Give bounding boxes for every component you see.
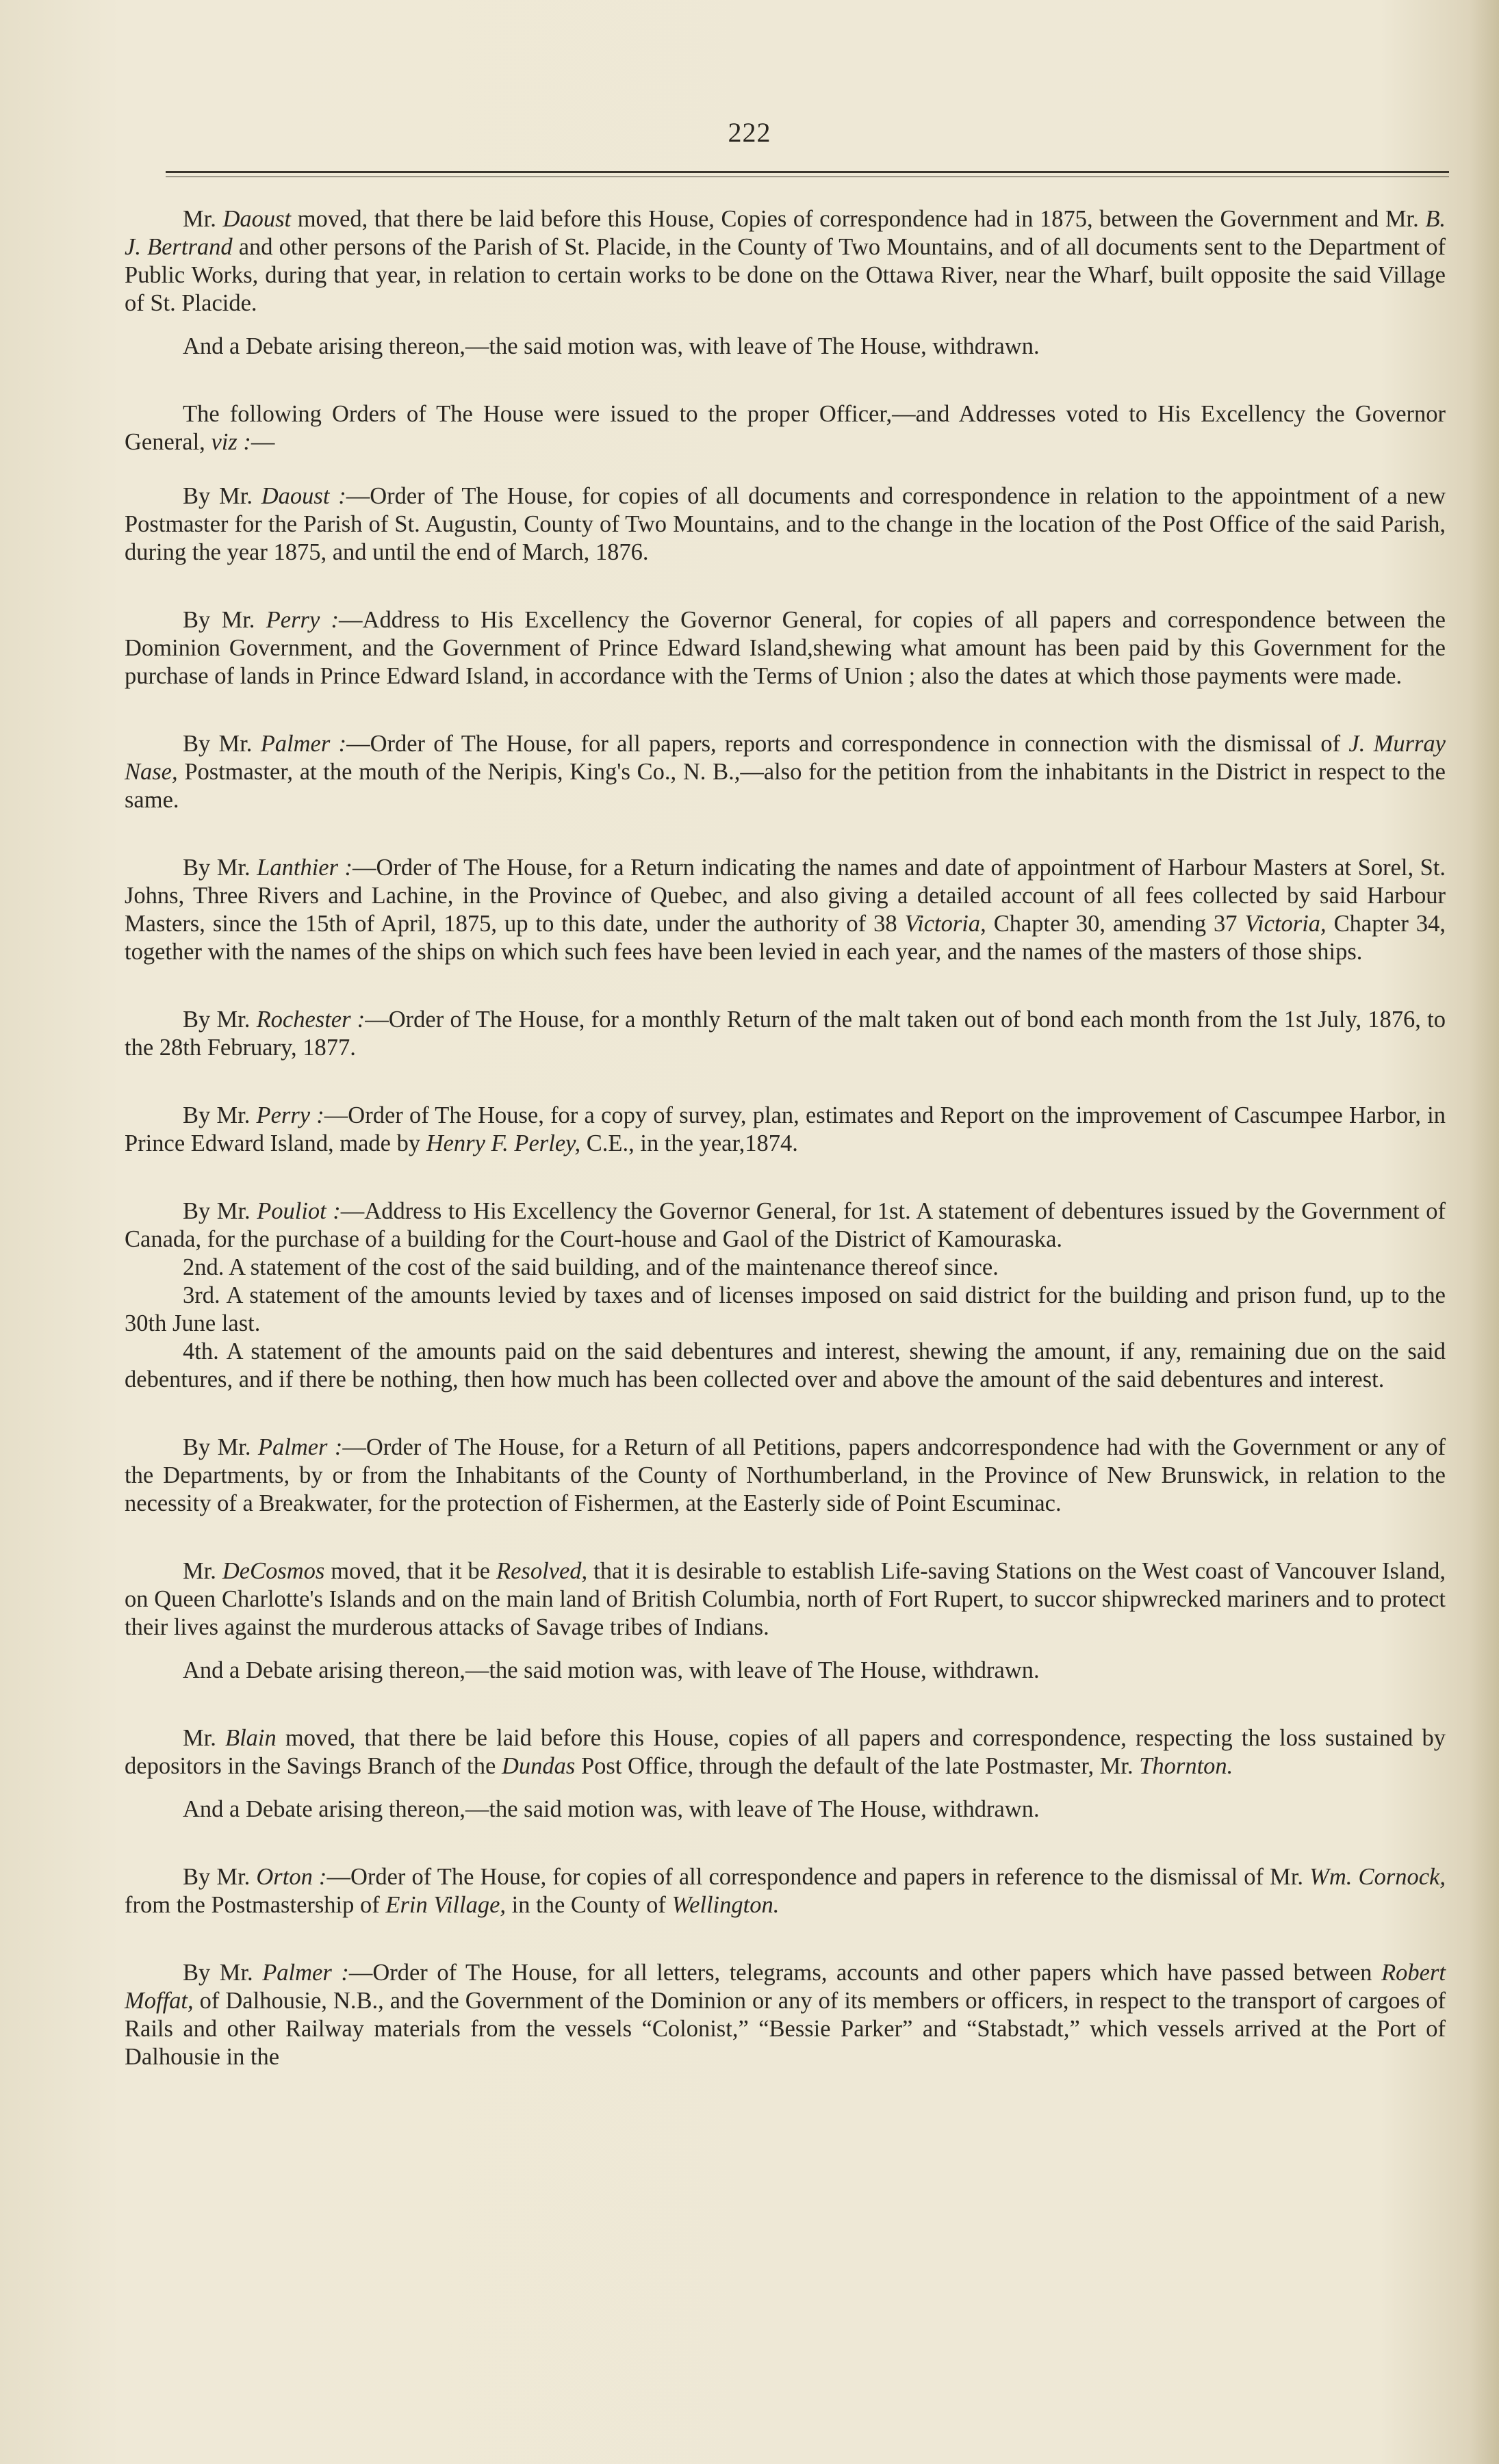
paragraph	[125, 1282, 1446, 1338]
paragraph	[125, 1102, 1446, 1158]
italic-text: Robert Moffat,	[125, 1960, 1446, 2014]
text-run: By Mr.	[183, 607, 266, 633]
italic-text: Victoria,	[1244, 911, 1327, 937]
text-run: And a Debate arising thereon,—the said motion was, with leave of The House, withdrawn.	[183, 333, 1040, 359]
italic-text: Wm. Cornock,	[1309, 1864, 1446, 1890]
paragraph	[125, 1434, 1446, 1518]
italic-text: Rochester :	[256, 1007, 366, 1033]
italic-text: Resolved,	[496, 1558, 588, 1584]
text-run: of Dalhousie, N.B., and the Government of the Dominion or any of its members or officers, in respect to the transport of cargoes of Rails and other Railway materials from the vessels “Colonist,” “Bessie Parker” and “Stabstadt,” which vessels arrived at the Port of Dalhousie in the	[125, 1988, 1446, 2070]
paragraph	[125, 606, 1446, 690]
paragraph	[125, 400, 1446, 456]
text-run: And a Debate arising thereon,—the said motion was, with leave of The House, withdrawn.	[183, 1796, 1040, 1822]
text-run: —Order of The House, for a Return indicating the names and date of appointment of Harbour Masters at Sorel, St. Johns, Three Rivers and Lachine, in the Province of Quebec, and also giving a detailed account of all fees collected by said Harbour Masters, since the 15th of April, 1875, up to this date, under the authority of 38	[125, 855, 1446, 937]
text-run: —Order of The House, for all papers, reports and correspondence in connection with the dismissal of	[346, 731, 1349, 757]
italic-text: Erin Village,	[385, 1892, 507, 1918]
italic-text: Wellington.	[671, 1892, 780, 1918]
text-run: 2nd. A statement of the cost of the said building, and of the maintenance thereof since.	[183, 1254, 999, 1280]
paragraph	[125, 1254, 1446, 1282]
text-run: And a Debate arising thereon,—the said motion was, with leave of The House, withdrawn.	[183, 1657, 1040, 1683]
text-run: Mr.	[183, 1725, 226, 1751]
page-body	[125, 205, 1446, 2071]
text-run: —Order of The House, for a monthly Return of the malt taken out of bond each month from the 1st July, 1876, to the 28th February, 1877.	[125, 1007, 1446, 1061]
text-run: —Order of The House, for copies of all correspondence and papers in reference to the dismissal of Mr.	[326, 1864, 1310, 1890]
paragraph	[125, 205, 1446, 317]
text-run: C.E., in the year,1874.	[580, 1130, 798, 1156]
paragraph	[125, 1197, 1446, 1254]
text-run: Post Office, through the default of the late Postmaster, Mr.	[575, 1753, 1140, 1779]
italic-text: J. Murray Nase,	[125, 731, 1446, 785]
text-run: —Order of The House, for all letters, telegrams, accounts and other papers which have passed between	[348, 1960, 1382, 1986]
italic-text: Daoust	[222, 206, 292, 232]
paragraph	[125, 1338, 1446, 1394]
italic-text: B. J. Bertrand	[125, 206, 1446, 260]
italic-text: Henry F. Perley,	[426, 1130, 581, 1156]
italic-text: Perry :	[266, 607, 339, 633]
text-run: that it is desirable to establish Life-saving Stations on the West coast of Vancouver Island, on Queen Charlotte's Islands and on the main land of British Columbia, north of Fort Rupert, to succor shipwrecked mariners and to protect their lives against the murderous attacks of Savage tribes of Indians.	[125, 1558, 1446, 1640]
paragraph	[125, 854, 1446, 966]
text-run: Mr.	[183, 1558, 222, 1584]
text-run: By Mr.	[183, 1864, 257, 1890]
page-number: 222	[728, 117, 771, 148]
text-run: By Mr.	[183, 731, 261, 757]
text-run: Mr.	[183, 206, 223, 232]
italic-text: Blain	[225, 1725, 277, 1751]
paragraph	[125, 333, 1446, 361]
italic-text: Perry :	[256, 1102, 324, 1128]
italic-text: Lanthier :	[257, 855, 353, 881]
text-run: —Address to His Excellency the Governor General, for 1st. A statement of debentures issued by the Government of Canada, for the purchase of a building for the Court-house and Gaol of the District of Kamouraska.	[125, 1198, 1446, 1252]
paragraph	[125, 730, 1446, 814]
paragraph	[125, 482, 1446, 567]
italic-text: Palmer :	[257, 1434, 343, 1460]
italic-text: Thornton.	[1139, 1753, 1233, 1779]
text-run: in the County of	[506, 1892, 672, 1918]
paragraph	[125, 1795, 1446, 1824]
italic-text: Victoria,	[904, 911, 986, 937]
text-run: 4th. A statement of the amounts paid on the said debentures and interest, shewing the amount, if any, remaining due on the said debentures, and if there be nothing, then how much has been collected over and above the amount of the said debentures and interest.	[125, 1338, 1446, 1392]
text-run: —	[251, 429, 275, 455]
paragraph	[125, 1657, 1446, 1685]
text-run: 3rd. A statement of the amounts levied by taxes and of licenses imposed on said district for the building and prison fund, up to the 30th June last.	[125, 1282, 1446, 1336]
text-run: By Mr.	[183, 1007, 257, 1033]
paragraph	[125, 1724, 1446, 1780]
text-run: —Order of The House, for a Return of all Petitions, papers andcorrespondence had with the Government or any of the Departments, by or from the Inhabitants of the County of Northumberland, in the Province of New Brunswick, in relation to the necessity of a Breakwater, for the protection of Fishermen, at the Easterly side of Point Escuminac.	[125, 1434, 1446, 1516]
paragraph	[125, 1557, 1446, 1642]
text-run: —Order of The House, for a copy of survey, plan, estimates and Report on the improvement of Cascumpee Harbor, in Prince Edward Island, made by	[125, 1102, 1446, 1156]
text-run: By Mr.	[183, 1198, 257, 1224]
italic-text: Pouliot :	[257, 1198, 341, 1224]
text-run: —Order of The House, for copies of all documents and correspondence in relation to the appointment of a new Postmaster for the Parish of St. Augustin, County of Two Mountains, and to the change in the location of the Post Office of the said Parish, during the year 1875, and until the end of March, 1876.	[125, 483, 1446, 565]
italic-text: Palmer :	[262, 1960, 349, 1986]
paragraph	[125, 1959, 1446, 2071]
text-run: moved, that there be laid before this House, Copies of correspondence had in 1875, between the Government and Mr.	[291, 206, 1426, 232]
text-run: By Mr.	[183, 1434, 258, 1460]
italic-text: Palmer :	[260, 731, 347, 757]
text-run: By Mr.	[183, 1102, 257, 1128]
text-run: Postmaster, at the mouth of the Neripis, King's Co., N. B.,—also for the petition from the inhabitants in the District in respect to the same.	[125, 759, 1446, 813]
text-run: moved, that there be laid before this House, copies of all papers and correspondence, respecting the loss sustained by depositors in the Savings Branch of the	[125, 1725, 1446, 1779]
italic-text: DeCosmos	[222, 1558, 325, 1584]
text-run: By Mr.	[183, 855, 257, 881]
italic-text: viz :	[211, 429, 251, 455]
text-run: By Mr.	[183, 483, 261, 509]
text-run: Chapter 30, amending 37	[986, 911, 1245, 937]
italic-text: Daoust :	[261, 483, 346, 509]
text-run: Chapter 34, together with the names of the ships on which such fees have been levied in each year, and the names of the masters of those ships.	[125, 911, 1446, 965]
text-run: The following Orders of The House were issued to the proper Officer,—and Addresses voted to His Excellency the Governor General,	[125, 401, 1446, 455]
italic-text: Orton :	[256, 1864, 327, 1890]
italic-text: Dundas	[501, 1753, 576, 1779]
paragraph	[125, 1863, 1446, 1919]
text-run: moved, that it be	[324, 1558, 497, 1584]
text-run: —Address to His Excellency the Governor General, for copies of all papers and correspondence between the Dominion Government, and the Government of Prince Edward Island,shewing what amount has been paid by this Government for the purchase of lands in Prince Edward Island, in accordance with the Terms of Union ; also the dates at which those payments were made.	[125, 607, 1446, 689]
text-run: By Mr.	[183, 1960, 263, 1986]
paragraph	[125, 1006, 1446, 1062]
text-run: and other persons of the Parish of St. Placide, in the County of Two Mountains, and of all documents sent to the Department of Public Works, during that year, in relation to certain works to be done on the Ottawa River, near the Wharf, built opposite the said Village of St. Placide.	[125, 234, 1446, 316]
header-rule	[166, 171, 1449, 173]
text-run: from the Postmastership of	[125, 1892, 386, 1918]
